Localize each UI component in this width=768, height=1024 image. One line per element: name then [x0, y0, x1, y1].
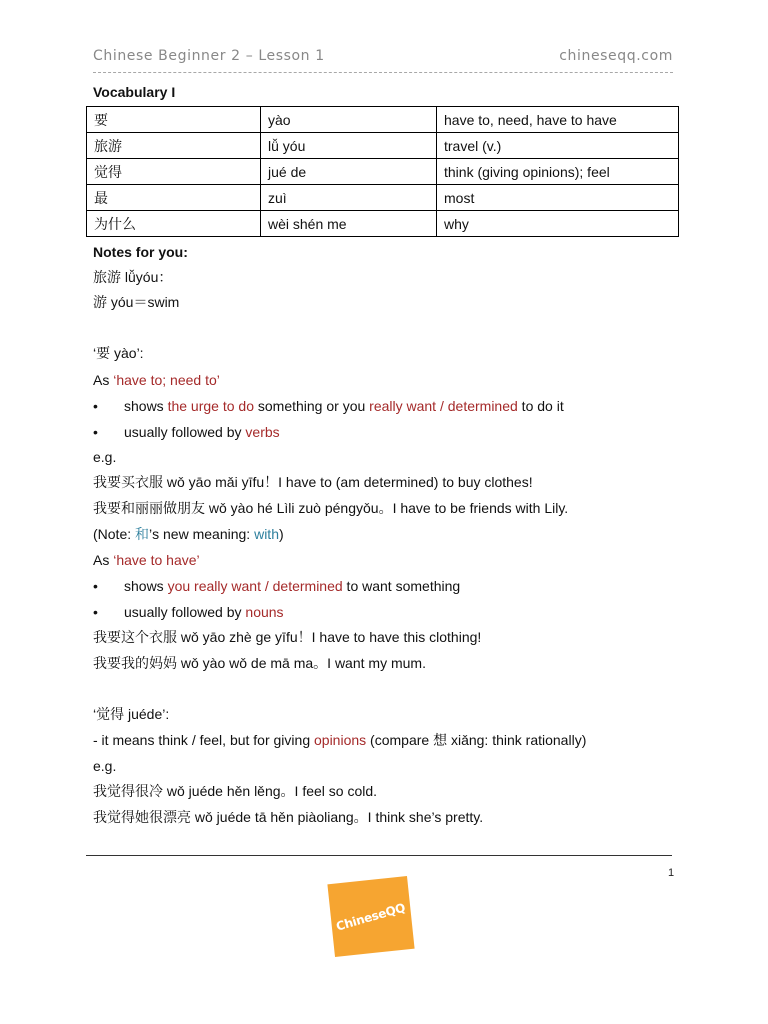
- text-span: ): [278, 526, 284, 542]
- highlight-span: you really want / determined: [167, 578, 343, 594]
- bullet-item: [124, 578, 460, 594]
- text-span: usually followed by: [124, 424, 246, 440]
- pinyin-cell: jué de: [261, 159, 437, 185]
- hanzi-cell: 旅游: [87, 133, 261, 159]
- header-title: Chinese Beginner 2 – Lesson 1: [93, 48, 325, 64]
- note-line-luyou: 旅游 lǚyóu：: [93, 269, 173, 285]
- bullet-icon: •: [93, 424, 98, 440]
- eg-label: e.g.: [93, 449, 117, 465]
- usage-highlight: ‘have to; need to’: [113, 372, 220, 388]
- logo-text: ChineseQQ: [334, 899, 408, 934]
- bullet-item: [124, 604, 284, 620]
- usage-highlight: ‘have to have’: [113, 552, 200, 568]
- hanzi-cell: 最: [87, 185, 261, 211]
- example-sentence: 我要买衣服 wǒ yāo mǎi yīfu！I have to (am determined) to buy clothes!: [93, 474, 533, 490]
- page-number: 1: [668, 867, 675, 879]
- example-sentence: 我觉得很冷 wǒ juéde hěn lěng。I feel so cold.: [93, 783, 378, 799]
- chineseqq-logo: [327, 876, 414, 957]
- yao-usage-1: [93, 372, 220, 388]
- bullet-item: [124, 398, 564, 414]
- juede-explanation: [93, 732, 586, 748]
- hanzi-cell: 要: [87, 107, 261, 133]
- juede-heading: ‘觉得 juéde’:: [93, 706, 170, 722]
- highlight-span: 和: [135, 526, 150, 542]
- example-sentence: 我觉得她很漂亮 wǒ juéde tā hěn piàoliang。I think she’s pretty.: [93, 809, 484, 825]
- yao-heading: ‘要 yào’:: [93, 345, 144, 361]
- highlight-span: nouns: [245, 604, 284, 620]
- vocabulary-table: [86, 106, 679, 237]
- table-row: [87, 211, 679, 237]
- pinyin-cell: yào: [261, 107, 437, 133]
- meaning-cell: think (giving opinions); feel: [437, 159, 679, 185]
- table-row: [87, 185, 679, 211]
- highlight-span: verbs: [245, 424, 280, 440]
- example-sentence: 我要我的妈妈 wǒ yào wǒ de mā ma。I want my mum.: [93, 655, 426, 671]
- meaning-cell: most: [437, 185, 679, 211]
- note-he: [93, 526, 284, 542]
- bullet-icon: •: [93, 398, 98, 414]
- text-span: to do it: [517, 398, 564, 414]
- notes-title: Notes for you:: [93, 244, 188, 260]
- text-span: something or you: [253, 398, 370, 414]
- example-sentence: 我要这个衣服 wǒ yāo zhè ge yīfu！I have to have this clothing!: [93, 629, 482, 645]
- meaning-cell: travel (v.): [437, 133, 679, 159]
- example-sentence: 我要和丽丽做朋友 wǒ yào hé Lìli zuò péngyǒu。I have to be friends with Lily.: [93, 500, 569, 516]
- highlight-span: with: [254, 526, 279, 542]
- bullet-item: [124, 424, 280, 440]
- yao-usage-2: [93, 552, 200, 568]
- pinyin-cell: lǚ yóu: [261, 133, 437, 159]
- meaning-cell: why: [437, 211, 679, 237]
- highlight-span: really want / determined: [369, 398, 518, 414]
- table-row: [87, 133, 679, 159]
- header-site[interactable]: chineseqq.com: [559, 48, 673, 64]
- text-span: (Note:: [93, 526, 136, 542]
- footer-divider: [86, 855, 672, 856]
- pinyin-cell: zuì: [261, 185, 437, 211]
- eg-label: e.g.: [93, 758, 117, 774]
- text-span: (compare 想 xiǎng: think rationally): [366, 732, 587, 748]
- text-span: shows: [124, 398, 168, 414]
- bullet-icon: •: [93, 604, 98, 620]
- text-span: ’s new meaning:: [149, 526, 255, 542]
- text-span: - it means think / feel, but for giving: [93, 732, 314, 748]
- table-row: [87, 159, 679, 185]
- highlight-span: opinions: [314, 732, 367, 748]
- text-span: usually followed by: [124, 604, 246, 620]
- bullet-icon: •: [93, 578, 98, 594]
- meaning-cell: have to, need, have to have: [437, 107, 679, 133]
- text-span: to want something: [342, 578, 461, 594]
- note-line-you: 游 yóu＝swim: [93, 294, 180, 310]
- usage-prefix: As: [93, 552, 114, 568]
- pinyin-cell: wèi shén me: [261, 211, 437, 237]
- hanzi-cell: 为什么: [87, 211, 261, 237]
- page-header: [93, 46, 673, 73]
- table-row: [87, 107, 679, 133]
- section-title: Vocabulary I: [93, 84, 176, 100]
- hanzi-cell: 觉得: [87, 159, 261, 185]
- usage-prefix: As: [93, 372, 114, 388]
- text-span: shows: [124, 578, 168, 594]
- highlight-span: the urge to do: [167, 398, 254, 414]
